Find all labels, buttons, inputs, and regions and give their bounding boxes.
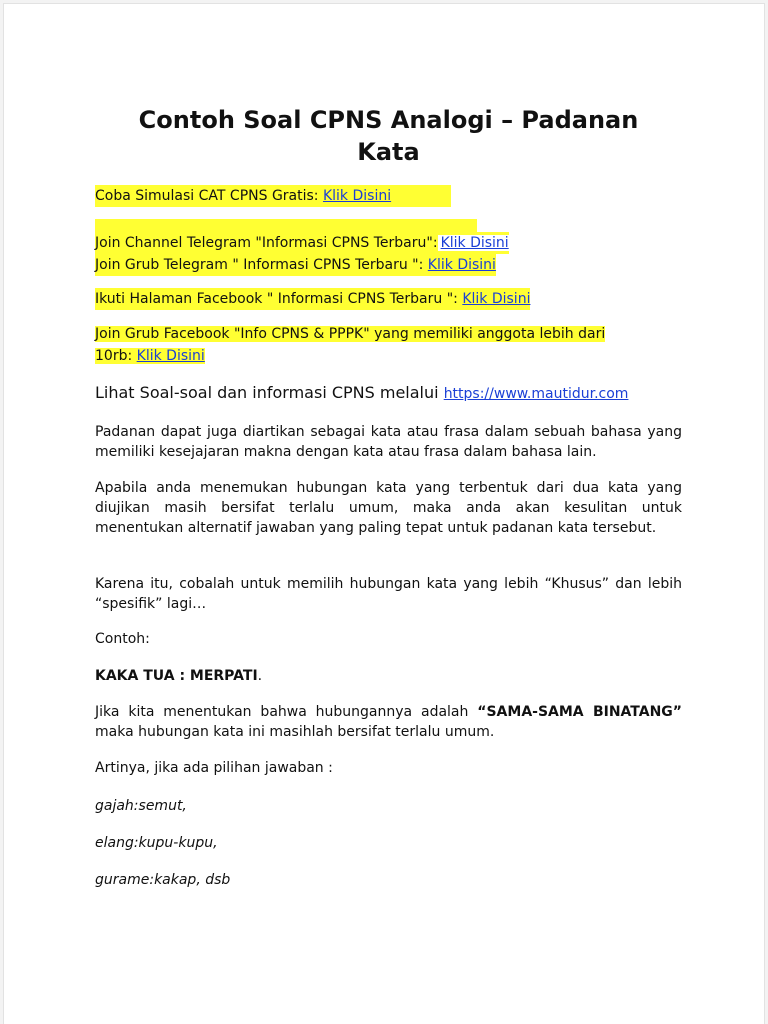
promo-facebook-page-link[interactable]: Klik Disini	[462, 291, 531, 307]
promo-facebook-group	[95, 323, 605, 367]
promo-facebook-page	[95, 288, 530, 310]
promo-telegram-group-link[interactable]: Klik Disini	[427, 257, 496, 273]
paragraph-padanan: Padanan dapat juga diartikan sebagai kata atau frasa dalam sebuah bahasa yang memiliki kesejajaran makna dengan kata atau frasa dalam bahasa lain.	[95, 424, 682, 460]
example-bold: KAKA TUA : MERPATI	[95, 668, 258, 684]
promo-telegram-group-text: Join Grub Telegram " Informasi CPNS Terbaru ":	[95, 257, 424, 273]
promo-facebook-group-line2: 10rb:	[95, 348, 133, 364]
paragraph-jika-bold: “SAMA-SAMA BINATANG”	[477, 704, 682, 720]
promo-facebook-group-line1: Join Grub Facebook "Info CPNS & PPPK" yang memiliki anggota lebih dari	[95, 326, 606, 342]
paragraph-karena: Karena itu, cobalah untuk memilih hubungan kata yang lebih “Khusus” dan lebih “spesifik” lagi…	[95, 576, 682, 612]
option-3: gurame:kakap, dsb	[95, 872, 231, 888]
paragraph-jika-tail: maka hubungan kata ini masihlah bersifat terlalu umum.	[95, 724, 495, 740]
promo-telegram-channel-text: Join Channel Telegram "Informasi CPNS Terbaru":	[95, 235, 438, 251]
promo-simulasi-text: Coba Simulasi CAT CPNS Gratis:	[95, 188, 319, 204]
page-title	[95, 104, 682, 168]
lihat-line	[95, 382, 628, 405]
promo-facebook-page-text: Ikuti Halaman Facebook " Informasi CPNS Terbaru ":	[95, 291, 458, 307]
promo-telegram-group	[95, 254, 496, 276]
example-line	[95, 666, 682, 686]
promo-facebook-group-link[interactable]: Klik Disini	[136, 348, 205, 364]
paragraph-artinya: Artinya, jika ada pilihan jawaban :	[95, 760, 333, 776]
contoh-label: Contoh:	[95, 631, 150, 647]
promo-simulasi	[95, 185, 451, 207]
paragraph-jika	[95, 702, 682, 742]
promo-telegram-channel-link[interactable]: Klik Disini	[438, 235, 509, 251]
paragraph-jika-lead: Jika kita menentukan bahwa hubungannya adalah	[95, 704, 469, 720]
title-line-2: Kata	[357, 138, 420, 166]
document-page	[4, 4, 764, 1024]
promo-simulasi-link[interactable]: Klik Disini	[322, 188, 392, 204]
example-dot: .	[257, 668, 263, 684]
paragraph-apabila: Apabila anda menemukan hubungan kata yang terbentuk dari dua kata yang diujikan masih bersifat terlalu umum, maka anda akan kesulitan untuk menentukan alternatif jawaban yang paling tepat untuk padanan kata tersebut.	[95, 480, 682, 536]
option-2: elang:kupu-kupu,	[95, 835, 218, 851]
website-link[interactable]: https://www.mautidur.com	[443, 386, 629, 402]
promo-telegram-channel	[95, 232, 509, 254]
title-line-1: Contoh Soal CPNS Analogi – Padanan	[138, 106, 639, 134]
lihat-text: Lihat Soal-soal dan informasi CPNS melalui	[95, 383, 439, 402]
option-1: gajah:semut,	[95, 798, 187, 814]
